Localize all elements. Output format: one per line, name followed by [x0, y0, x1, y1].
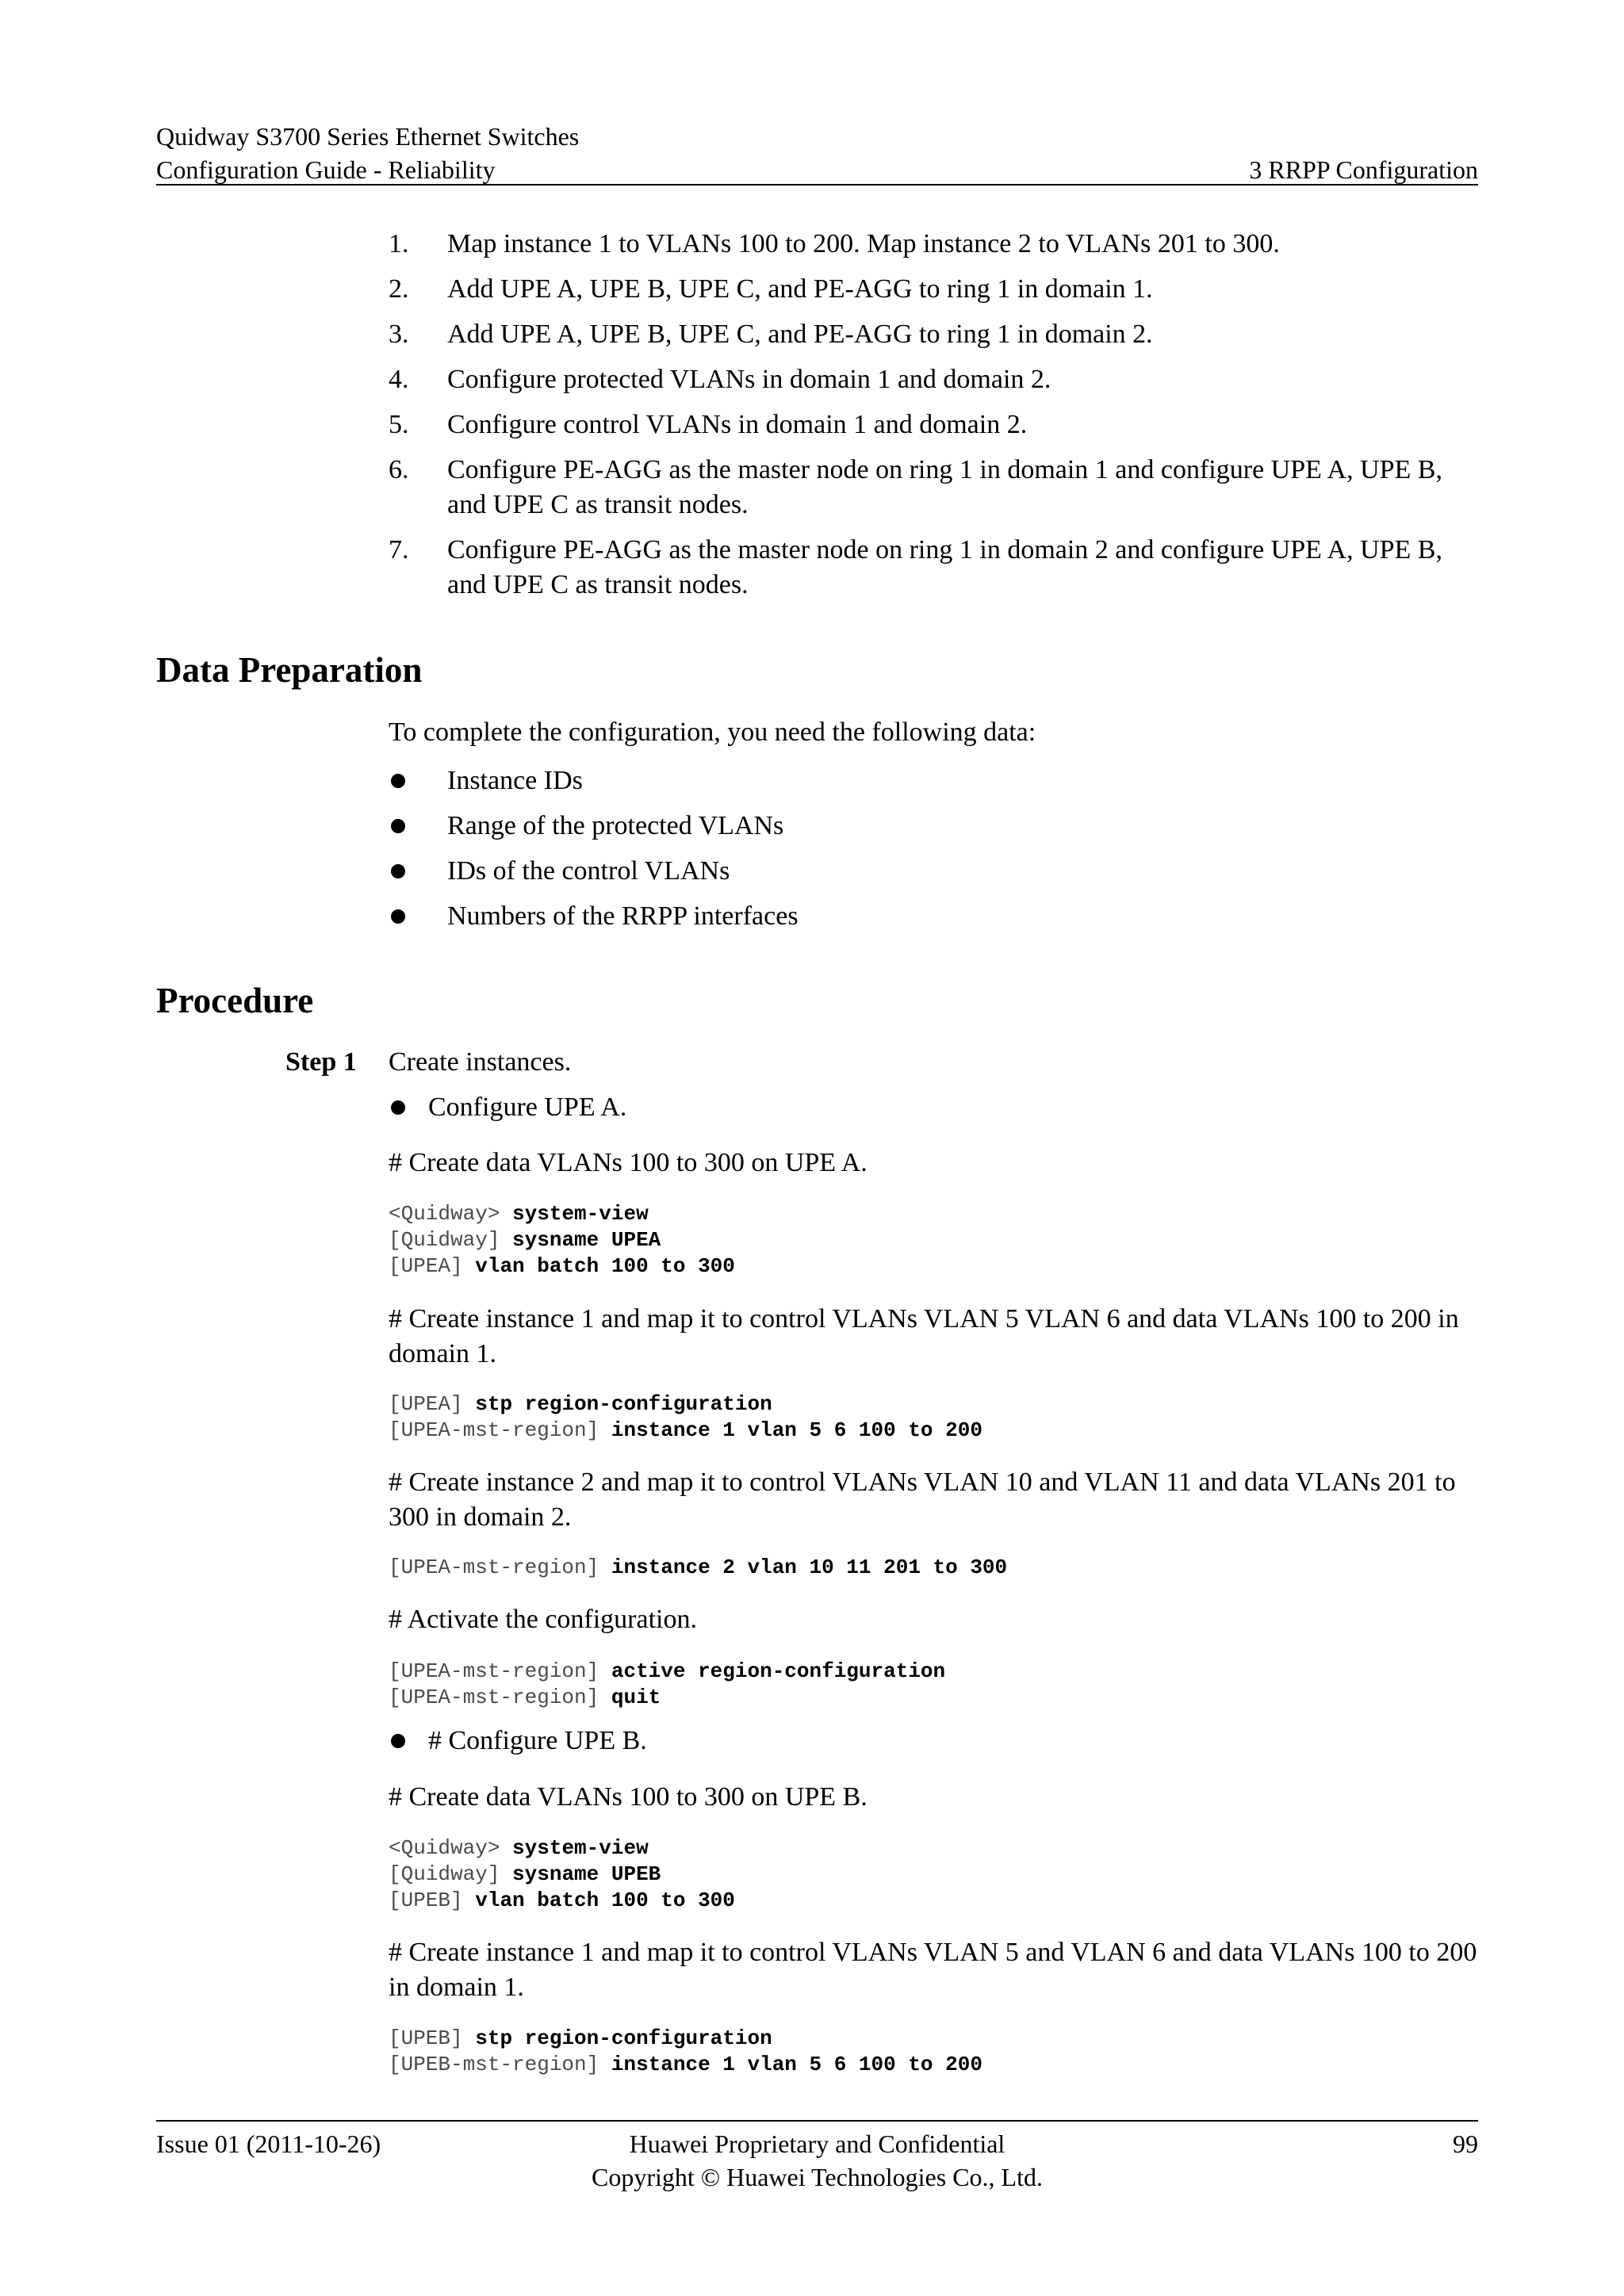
code-line: [UPEA-mst-region] active region-configuration [389, 1659, 946, 1683]
upeb-bullet: # Configure UPE B. [389, 1724, 647, 1758]
header-product: Quidway S3700 Series Ethernet Switches [156, 122, 580, 151]
list-item: Range of the protected VLANs [389, 809, 799, 854]
bullet-icon [391, 909, 405, 924]
list-item: 2. Add UPE A, UPE B, UPE C, and PE-AGG to ring 1 in domain 1. [389, 274, 1153, 304]
upea-bullet: Configure UPE A. [389, 1090, 626, 1125]
footer-rule [156, 2120, 1478, 2122]
footer-confidential: Huawei Proprietary and Confidential [629, 2130, 1005, 2158]
bullet-icon [391, 819, 405, 833]
code-line: [Quidway] sysname UPEB [389, 1862, 661, 1886]
list-item: 6. Configure PE-AGG as the master node on ring 1 in domain 1 and configure UPE A, UPE B, and UPE C as transit nodes. [389, 455, 1442, 519]
bullet-icon [391, 864, 405, 878]
code-line: [UPEA] stp region-configuration [389, 1392, 772, 1416]
upea-para-2: # Create instance 1 and map it to control VLANs VLAN 5 VLAN 6 and data VLANs 100 to 200 in domain 1. [389, 1304, 1459, 1368]
code-line: [UPEA-mst-region] instance 1 vlan 5 6 100 to 200 [389, 1418, 982, 1442]
list-item: 5. Configure control VLANs in domain 1 and domain 2. [389, 410, 1028, 439]
code-line: [UPEA] vlan batch 100 to 300 [389, 1254, 735, 1278]
list-item: IDs of the control VLANs [389, 854, 799, 899]
bullet-icon [391, 774, 405, 788]
list-item: 4. Configure protected VLANs in domain 1 and domain 2. [389, 365, 1051, 394]
list-item: 7. Configure PE-AGG as the master node on ring 1 in domain 2 and configure UPE A, UPE B, and UPE C as transit nodes. [389, 535, 1442, 599]
footer-copyright: Copyright © Huawei Technologies Co., Ltd. [592, 2163, 1043, 2191]
code-line: [UPEA-mst-region] quit [389, 1686, 661, 1709]
bullet-icon [391, 1734, 405, 1748]
list-item: Numbers of the RRPP interfaces [389, 899, 799, 944]
upeb-para-2: # Create instance 1 and map it to control VLANs VLAN 5 and VLAN 6 and data VLANs 100 to 200 in domain 1. [389, 1938, 1477, 2002]
page-number: 99 [1453, 2130, 1478, 2158]
code-block-upea-4 [389, 1659, 945, 1711]
upea-para-3: # Create instance 2 and map it to control VLANs VLAN 10 and VLAN 11 and data VLANs 201 to 300 in domain 2. [389, 1468, 1456, 1532]
code-line: [UPEB] vlan batch 100 to 300 [389, 1888, 735, 1912]
step-text: Create instances. [389, 1047, 572, 1077]
code-block-upeb-2 [389, 2026, 982, 2078]
header-rule [156, 184, 1478, 186]
data-preparation-intro: To complete the configuration, you need the following data: [389, 718, 1036, 747]
code-block-upea-2 [389, 1391, 982, 1444]
upea-para-1: # Create data VLANs 100 to 300 on UPE A. [389, 1148, 868, 1177]
bullet-icon [391, 1100, 405, 1115]
code-line: [UPEA-mst-region] instance 2 vlan 10 11 201 to 300 [389, 1556, 1008, 1579]
upea-para-4: # Activate the configuration. [389, 1605, 697, 1634]
header-chapter: 3 RRPP Configuration [1249, 155, 1478, 184]
code-line: [UPEB] stp region-configuration [389, 2026, 772, 2050]
code-line: <Quidway> system-view [389, 1836, 649, 1860]
step-label: Step 1 [285, 1047, 357, 1077]
data-preparation-list [389, 763, 799, 944]
procedure-heading: Procedure [156, 981, 314, 1020]
code-line: [Quidway] sysname UPEA [389, 1228, 661, 1252]
list-item: 1. Map instance 1 to VLANs 100 to 200. Map instance 2 to VLANs 201 to 300. [389, 229, 1280, 258]
code-block-upea-3 [389, 1555, 1007, 1581]
upeb-para-1: # Create data VLANs 100 to 300 on UPE B. [389, 1782, 868, 1812]
data-preparation-heading: Data Preparation [156, 650, 423, 690]
code-block-upeb-1 [389, 1835, 735, 1914]
list-item: Instance IDs [389, 763, 799, 809]
footer-issue: Issue 01 (2011-10-26) [156, 2130, 381, 2158]
list-item: 3. Add UPE A, UPE B, UPE C, and PE-AGG to ring 1 in domain 2. [389, 320, 1153, 349]
code-block-upea-1 [389, 1201, 735, 1280]
header-guide: Configuration Guide - Reliability [156, 155, 496, 184]
config-roadmap-list [389, 227, 1478, 613]
code-line: <Quidway> system-view [389, 1202, 649, 1226]
code-line: [UPEB-mst-region] instance 1 vlan 5 6 100 to 200 [389, 2053, 982, 2076]
